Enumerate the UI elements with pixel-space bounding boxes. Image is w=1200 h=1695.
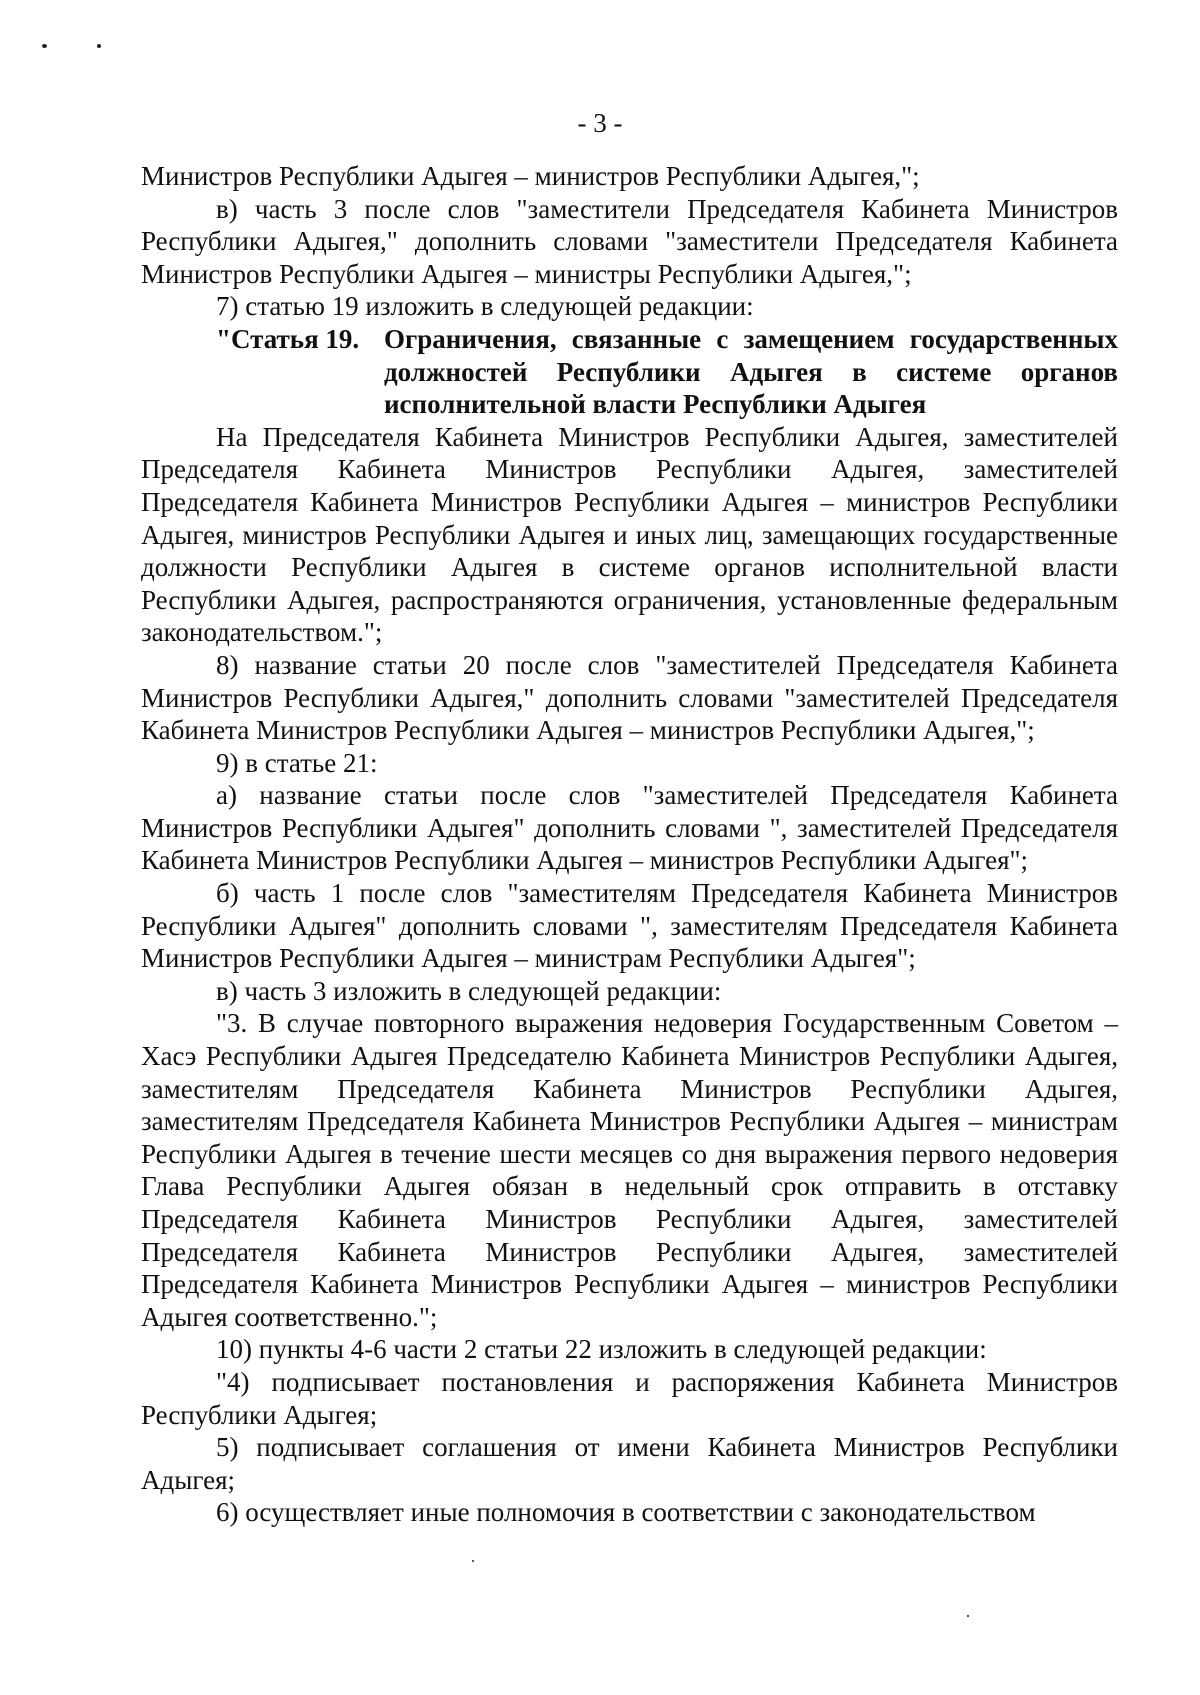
paragraph: 5) подписывает соглашения от имени Кабинета Министров Республики Адыгея; [141, 1432, 1118, 1495]
paragraph: "3. В случае повторного выражения недоверия Государственным Советом – Хасэ Республики Адыгея Председателю Кабинета Министров Республики Адыгея, заместителям Председателя Кабинета Министров Республики Адыгея, заместителям Председателя Кабинета Министров Республики Адыгея – министрам Республики Адыгея в течение шести месяцев со дня выражения первого недоверия Глава Республики Адыгея обязан в недельный срок отправить в отставку Председателя Кабинета Министров Республики Адыгея, заместителей Председателя Кабинета Министров Республики Адыгея, заместителей Председателя Кабинета Министров Республики Адыгея – министров Республики Адыгея соответственно."; [141, 1008, 1118, 1332]
paragraph: 7) статью 19 изложить в следующей редакции: [216, 291, 754, 322]
scan-speck [472, 1560, 474, 1562]
paragraph: 9) в статье 21: [216, 747, 378, 778]
paragraph: На Председателя Кабинета Министров Республики Адыгея, заместителей Председателя Кабинета Министров Республики Адыгея, заместителей Председателя Кабинета Министров Республики Адыгея – министров Республики Адыгея, министров Республики Адыгея и иных лиц, замещающих государственные должности Республики Адыгея в системе органов исполнительной власти Республики Адыгея, распространяются ограничения, установленные федеральным законодательством."; [141, 421, 1118, 648]
scan-speck [42, 44, 47, 48]
scan-speck [967, 1615, 969, 1617]
paragraph: Министров Республики Адыгея – министров Республики Адыгея,"; [141, 161, 920, 191]
paragraph: а) название статьи после слов "заместителей Председателя Кабинета Министров Республики Адыгея" дополнить словами ", заместителей Председателя Кабинета Министров Республики Адыгея – министров Республики Адыгея"; [141, 780, 1118, 876]
scan-speck [97, 44, 101, 48]
article-label: "Статья 19. [216, 323, 360, 354]
paragraph: б) часть 1 после слов "заместителям Председателя Кабинета Министров Республики Адыгея" дополнить словами ", заместителям Председателя Кабинета Министров Республики Адыгея – министрам Республики Адыгея"; [141, 878, 1118, 974]
article-heading [141, 323, 1118, 421]
paragraph: 6) осуществляет иные полномочия в соответствии с законодательством [216, 1497, 1036, 1528]
paragraph: в) часть 3 после слов "заместители Председателя Кабинета Министров Республики Адыгея," дополнить словами "заместители Председателя Кабинета Министров Республики Адыгея – министры Республики Адыгея,"; [141, 193, 1118, 289]
paragraph: 10) пункты 4-6 части 2 статьи 22 изложить в следующей редакции: [216, 1334, 987, 1365]
paragraph: "4) подписывает постановления и распоряжения Кабинета Министров Республики Адыгея; [141, 1366, 1118, 1430]
paragraph: в) часть 3 изложить в следующей редакции: [216, 975, 722, 1006]
document-body [141, 160, 1118, 1529]
paragraph: 8) название статьи 20 после слов "заместителей Председателя Кабинета Министров Республики Адыгея," дополнить словами "заместителей Председателя Кабинета Министров Республики Адыгея – министров Республики Адыгея,"; [141, 649, 1118, 746]
page-number: - 3 - [577, 108, 623, 138]
article-title: Ограничения, связанные с замещением государственных должностей Республики Адыгея в системе органов исполнительной власти Республики Адыгея [384, 323, 1118, 420]
